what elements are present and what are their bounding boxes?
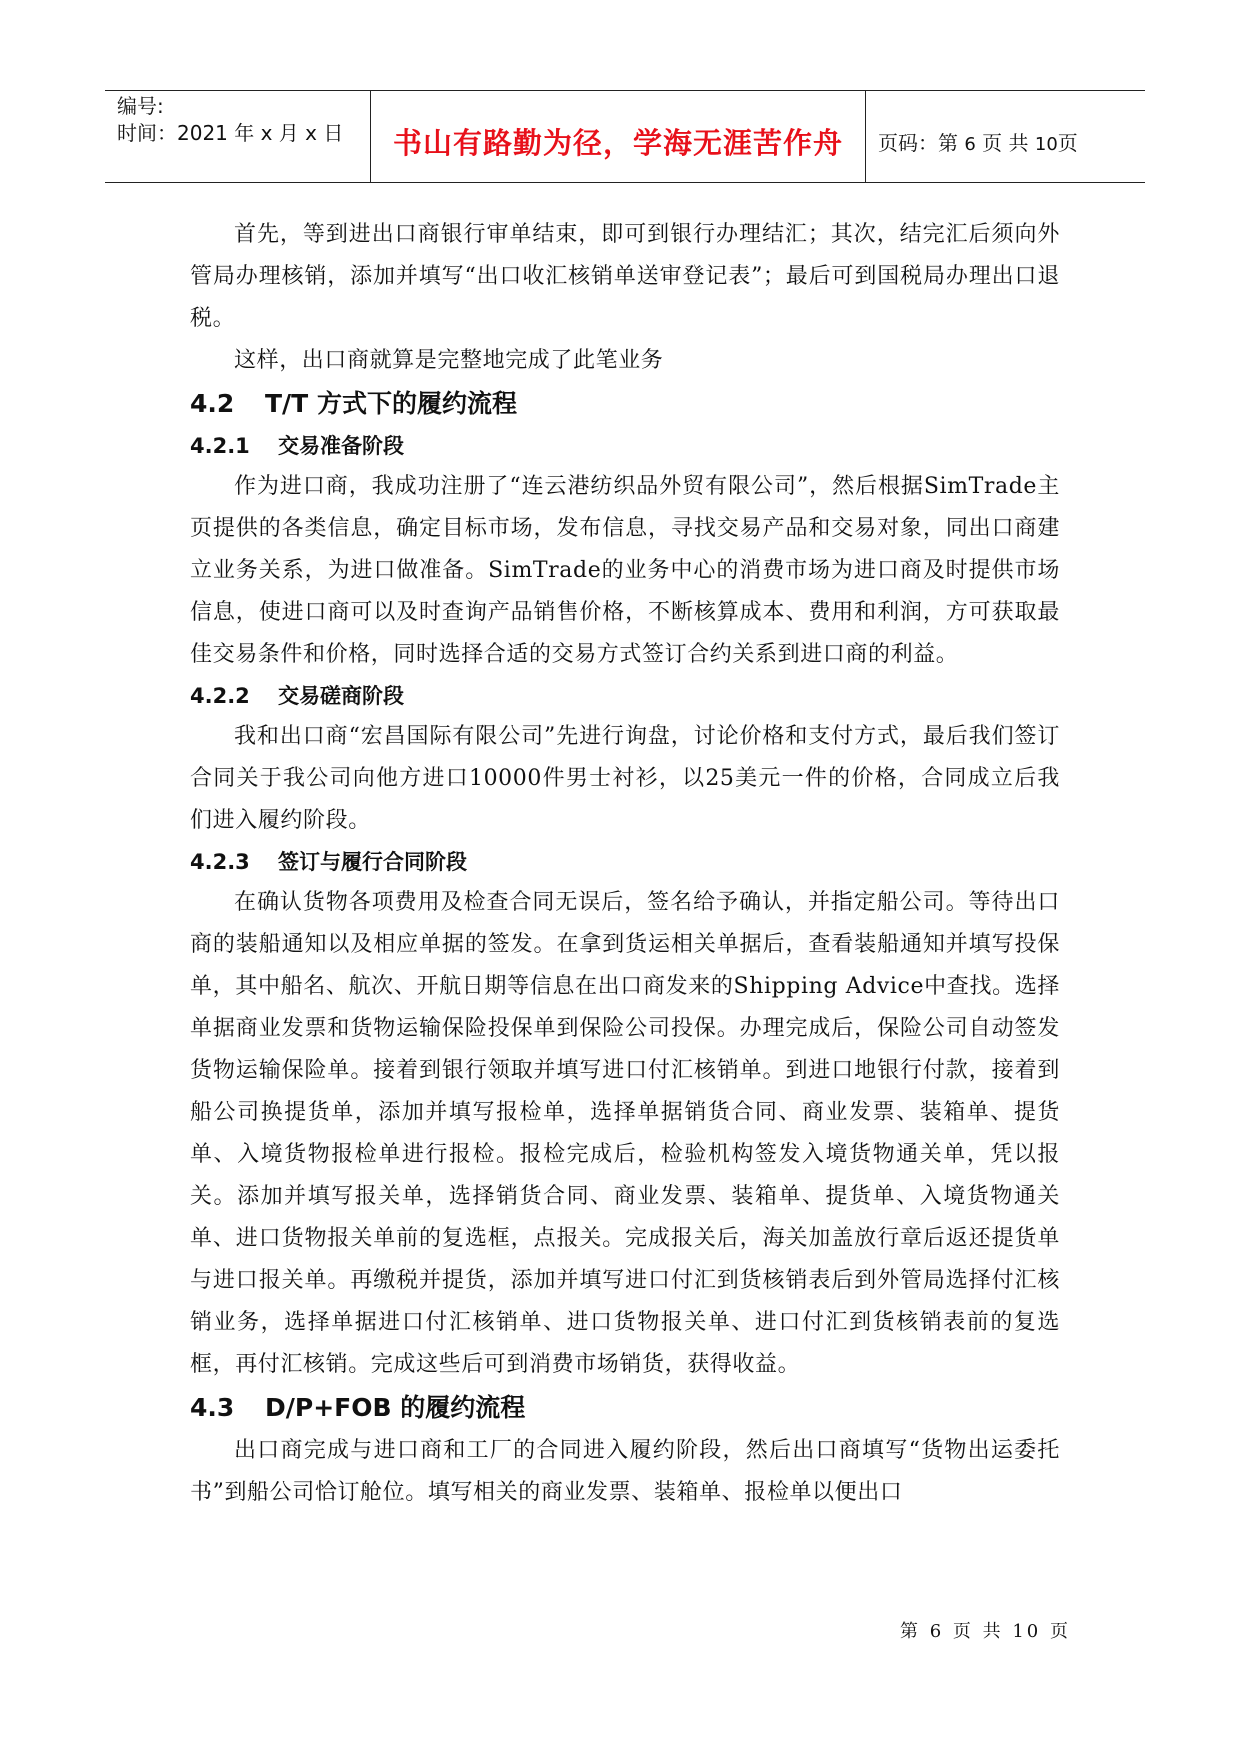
subsection-title: 交易磋商阶段: [278, 684, 404, 708]
page-header: [105, 90, 1145, 183]
page-mid: 页 共: [982, 131, 1029, 155]
subsection-heading-4-2-3: [190, 842, 1060, 882]
header-info-cell: [105, 91, 371, 182]
subsection-title: 签订与履行合同阶段: [278, 850, 467, 874]
document-number-label: 编号:: [117, 94, 164, 118]
header-motto-cell: [371, 91, 866, 182]
page-footer: 第 6 页 共 10 页: [900, 1621, 1071, 1642]
page-current: 6: [964, 134, 976, 155]
paragraph-preparation: 作为进口商，我成功注册了“连云港纺织品外贸有限公司”，然后根据SimTrade主页提供的各类信息，确定目标市场，发布信息，寻找交易产品和交易对象，同出口商建立业务关系，为进口做准备。SimTrade的业务中心的消费市场为进口商及时提供市场信息，使进口商可以及时查询产品销售价格，不断核算成本、费用和利润，方可获取最佳交易条件和价格，同时选择合适的交易方式签订合约关系到进口商的利益。: [190, 474, 1060, 667]
section-number: 4.3: [190, 1393, 235, 1422]
subsection-number: 4.2.3: [190, 850, 250, 874]
page-end: 页: [1057, 131, 1078, 155]
page-total: 10: [1034, 134, 1058, 155]
paragraph-negotiation: 我和出口商“宏昌国际有限公司”先进行询盘，讨论价格和支付方式，最后我们签订合同关于我公司向他方进口10000件男士衬衫，以25美元一件的价格，合同成立后我们进入履约阶段。: [190, 724, 1060, 833]
section-heading-4-2: [190, 382, 1060, 426]
page-label: 页码：第: [878, 131, 958, 155]
paragraph-contract-execution: 在确认货物各项费用及检查合同无误后，签名给予确认，并指定船公司。等待出口商的装船通知以及相应单据的签发。在拿到货运相关单据后，查看装船通知并填写投保单，其中船名、航次、开航日期等信息在出口商发来的Shipping Advice中查找。选择单据商业发票和货物运输保险投保单到保险公司投保。办理完成后，保险公司自动签发货物运输保险单。接着到银行领取并填写进口付汇核销单。到进口地银行付款，接着到船公司换提货单，添加并填写报检单，选择单据销货合同、商业发票、装箱单、提货单、入境货物报检单进行报检。报检完成后，检验机构签发入境货物通关单，凭以报关。添加并填写报关单，选择销货合同、商业发票、装箱单、提货单、入境货物通关单、进口货物报关单前的复选框，点报关。完成报关后，海关加盖放行章后返还提货单与进口报关单。再缴税并提货，添加并填写进口付汇到货核销表后到外管局选择付汇核销业务，选择单据进口付汇核销单、进口货物报关单、进口付汇到货核销表前的复选框，再付汇核销。完成这些后可到消费市场销货，获得收益。: [190, 890, 1060, 1377]
paragraph-complete: 这样，出口商就算是完整地完成了此笔业务: [234, 348, 664, 373]
section-heading-4-3: [190, 1386, 1060, 1430]
subsection-heading-4-2-1: [190, 426, 1060, 466]
subsection-number: 4.2.2: [190, 684, 250, 708]
subsection-title: 交易准备阶段: [278, 434, 404, 458]
header-motto: 书山有路勤为径，学海无涯苦作舟: [392, 126, 843, 160]
section-number: 4.2: [190, 389, 235, 418]
section-title: D/P+FOB 的履约流程: [265, 1393, 526, 1422]
paragraph-settlement: 首先，等到进出口商银行审单结束，即可到银行办理结汇；其次，结完汇后须向外管局办理核销，添加并填写“出口收汇核销单送审登记表”；最后可到国税局办理出口退税。: [190, 222, 1060, 331]
subsection-number: 4.2.1: [190, 434, 250, 458]
document-time-label: 时间：2021 年 x 月 x 日: [117, 121, 344, 145]
header-page-number: [878, 127, 1078, 156]
subsection-heading-4-2-2: [190, 676, 1060, 716]
paragraph-dp-fob: 出口商完成与进口商和工厂的合同进入履约阶段，然后出口商填写“货物出运委托书”到船公司恰订舱位。填写相关的商业发票、装箱单、报检单以便出口: [190, 1438, 1060, 1505]
section-title: T/T 方式下的履约流程: [265, 389, 517, 418]
header-page-cell: [866, 91, 1145, 182]
document-body: [190, 214, 1060, 1514]
